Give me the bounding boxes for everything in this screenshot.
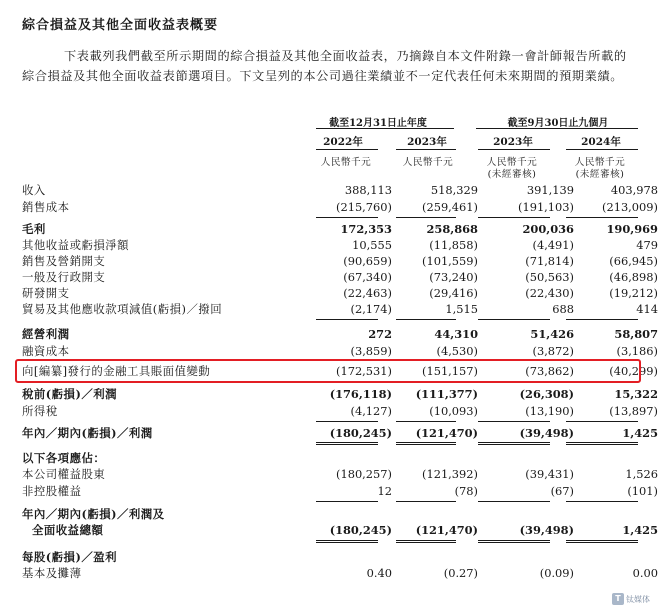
- page-title: 綜合損益及其他全面收益表概要: [22, 18, 219, 33]
- table-row: [22, 286, 658, 301]
- cell-value: 44,310: [434, 327, 478, 341]
- subtotal-rule: [396, 421, 456, 422]
- cell-value: (3,186): [616, 344, 658, 358]
- cell-value: (39,498): [519, 523, 574, 537]
- row-label: 銷售成本: [22, 200, 70, 214]
- table-row: [22, 238, 658, 253]
- cell-value: (3,872): [532, 344, 574, 358]
- cell-value: (66,945): [609, 254, 658, 268]
- cell-value: 12: [377, 484, 392, 498]
- cell-value: 391,139: [526, 183, 574, 197]
- table-row: [22, 523, 658, 538]
- subtotal-rule: [566, 319, 638, 320]
- table-row: [22, 344, 658, 359]
- row-label: 收入: [22, 183, 46, 197]
- header-group-interim: 截至9月30日止九個月: [507, 118, 609, 129]
- cell-value: 414: [636, 302, 658, 316]
- cell-value: 272: [368, 327, 392, 341]
- cell-value: (101,559): [422, 254, 478, 268]
- cell-value: (180,245): [329, 426, 392, 440]
- cell-value: 388,113: [344, 183, 392, 197]
- cell-value: (73,862): [525, 364, 574, 378]
- table-row: [22, 183, 658, 198]
- subtotal-rule: [396, 319, 456, 320]
- header-audit-note-3: (未經審核): [487, 169, 537, 180]
- cell-value: (50,563): [525, 270, 574, 284]
- table-row: [22, 451, 642, 466]
- cell-value: (0.09): [539, 566, 574, 580]
- header-year-1: 2022年: [323, 136, 363, 148]
- subtotal-rule: [396, 501, 456, 502]
- cell-value: (101): [627, 484, 658, 498]
- table-row: [22, 387, 658, 402]
- header-year-3: 2023年: [493, 136, 533, 148]
- subtotal-rule: [478, 217, 550, 218]
- header-year-1-underline: [316, 149, 378, 150]
- header-year-2-underline: [396, 149, 456, 150]
- cell-value: (2,174): [350, 302, 392, 316]
- cell-value: 190,969: [606, 222, 658, 236]
- cell-value: (67): [550, 484, 574, 498]
- cell-value: (67,340): [343, 270, 392, 284]
- row-label: 本公司權益股東: [22, 467, 106, 481]
- header-unit-3: 人民幣千元: [486, 157, 538, 168]
- cell-value: (71,814): [525, 254, 574, 268]
- cell-value: (90,659): [343, 254, 392, 268]
- row-label: 所得稅: [22, 404, 58, 418]
- watermark-logo-icon: T: [612, 593, 624, 605]
- row-label: 向[編纂]發行的金融工具賬面值變動: [22, 364, 211, 378]
- header-year-4-underline: [566, 149, 638, 150]
- row-label: 其他收益或虧損淨額: [22, 238, 130, 252]
- table-row: [22, 404, 658, 419]
- intro-paragraph: [22, 46, 634, 86]
- header-group-interim-underline: [476, 128, 638, 129]
- row-label: 一般及行政開支: [22, 270, 106, 284]
- row-label: 毛利: [22, 222, 46, 236]
- header-year-2: 2023年: [407, 136, 447, 148]
- cell-value: 58,807: [614, 327, 658, 341]
- double-rule: [566, 442, 638, 445]
- double-rule: [316, 540, 378, 543]
- cell-value: (11,858): [429, 238, 478, 252]
- cell-value: 1,425: [622, 426, 658, 440]
- cell-value: (151,157): [422, 364, 478, 378]
- row-label: 稅前(虧損)／利潤: [22, 387, 118, 401]
- subtotal-rule: [478, 421, 550, 422]
- cell-value: 518,329: [430, 183, 478, 197]
- cell-value: (121,392): [422, 467, 478, 481]
- subtotal-rule: [478, 501, 550, 502]
- row-label: 經營利潤: [22, 327, 70, 341]
- red-highlight-box: [15, 359, 641, 383]
- watermark-text: 钛媒体: [626, 594, 650, 604]
- cell-value: 1,425: [622, 523, 658, 537]
- cell-value: (29,416): [429, 286, 478, 300]
- cell-value: (121,470): [415, 523, 478, 537]
- cell-value: (121,470): [415, 426, 478, 440]
- cell-value: (22,463): [343, 286, 392, 300]
- cell-value: (39,498): [519, 426, 574, 440]
- cell-value: 479: [636, 238, 658, 252]
- header-audit-note-4: (未經審核): [575, 169, 625, 180]
- cell-value: (4,127): [350, 404, 392, 418]
- cell-value: (10,093): [429, 404, 478, 418]
- cell-value: (13,190): [525, 404, 574, 418]
- cell-value: (40,299): [609, 364, 658, 378]
- cell-value: (13,897): [609, 404, 658, 418]
- row-label: 研發開支: [22, 286, 70, 300]
- table-row: [22, 426, 658, 441]
- row-label: 年內／期內(虧損)／利潤及: [22, 507, 165, 521]
- row-label: 以下各項應佔：: [22, 451, 106, 465]
- cell-value: (26,308): [519, 387, 574, 401]
- subtotal-rule: [316, 319, 378, 320]
- cell-value: 51,426: [530, 327, 574, 341]
- cell-value: (180,245): [329, 523, 392, 537]
- cell-value: (4,530): [436, 344, 478, 358]
- watermark: [612, 592, 652, 606]
- double-rule: [566, 540, 638, 543]
- header-unit-2: 人民幣千元: [402, 157, 454, 168]
- subtotal-rule: [566, 421, 638, 422]
- double-rule: [478, 442, 550, 445]
- double-rule: [396, 442, 456, 445]
- cell-value: (172,531): [336, 364, 392, 378]
- subtotal-rule: [396, 217, 456, 218]
- cell-value: 1,526: [625, 467, 658, 481]
- cell-value: 15,322: [614, 387, 658, 401]
- table-row: [22, 302, 658, 317]
- table-row: [22, 507, 642, 522]
- header-group-annual-underline: [316, 128, 454, 129]
- cell-value: (3,859): [350, 344, 392, 358]
- double-rule: [396, 540, 456, 543]
- double-rule: [316, 442, 378, 445]
- subtotal-rule: [316, 421, 378, 422]
- cell-value: 403,978: [610, 183, 658, 197]
- header-unit-1: 人民幣千元: [320, 157, 372, 168]
- table-row: [22, 484, 658, 499]
- row-label: 全面收益總額: [32, 523, 104, 537]
- subtotal-rule: [566, 501, 638, 502]
- cell-value: (176,118): [329, 387, 392, 401]
- cell-value: (4,491): [532, 238, 574, 252]
- cell-value: (19,212): [609, 286, 658, 300]
- cell-value: (259,461): [422, 200, 478, 214]
- cell-value: 688: [552, 302, 574, 316]
- table-row: [22, 270, 658, 285]
- subtotal-rule: [566, 217, 638, 218]
- row-label: 融資成本: [22, 344, 70, 358]
- cell-value: 200,036: [522, 222, 574, 236]
- table-row: [22, 327, 658, 342]
- header-year-3-underline: [478, 149, 550, 150]
- intro-line-3: 一定代表任何未來期間的預期業績。: [418, 69, 624, 83]
- cell-value: 10,555: [352, 238, 392, 252]
- row-label: 年內／期內(虧損)／利潤: [22, 426, 153, 440]
- subtotal-rule: [316, 217, 378, 218]
- header-year-4: 2024年: [581, 136, 621, 148]
- table-row: [22, 254, 658, 269]
- subtotal-rule: [478, 319, 550, 320]
- cell-value: 258,868: [426, 222, 478, 236]
- cell-value: (191,103): [518, 200, 574, 214]
- intro-line-1: 下表載列我們截至所示期間的綜合損益及其他全面收益表，乃摘錄自本文件附錄一: [64, 49, 525, 63]
- cell-value: (39,431): [525, 467, 574, 481]
- row-label: 貿易及其他應收款項減值(虧損)／撥回: [22, 302, 223, 316]
- intro-line-2: 會計師報告所載的綜合損益及其他全面收益表節選項目。下文呈列的本公司過往業績並不: [22, 49, 627, 83]
- table-row: [22, 566, 658, 581]
- table-row: [22, 467, 658, 482]
- header-unit-4: 人民幣千元: [574, 157, 626, 168]
- cell-value: 1,515: [445, 302, 478, 316]
- cell-value: (0.27): [443, 566, 478, 580]
- cell-value: (111,377): [415, 387, 478, 401]
- cell-value: (180,257): [336, 467, 392, 481]
- cell-value: (78): [454, 484, 478, 498]
- row-label: 非控股權益: [22, 484, 82, 498]
- double-rule: [478, 540, 550, 543]
- cell-value: 0.40: [366, 566, 392, 580]
- row-label: 基本及攤薄: [22, 566, 82, 580]
- table-row: [22, 550, 642, 565]
- cell-value: (73,240): [429, 270, 478, 284]
- row-label: 銷售及營銷開支: [22, 254, 106, 268]
- table-row: [22, 222, 658, 237]
- cell-value: (46,898): [609, 270, 658, 284]
- row-label: 每股(虧損)／盈利: [22, 550, 118, 564]
- cell-value: (215,760): [336, 200, 392, 214]
- cell-value: 0.00: [632, 566, 658, 580]
- header-group-annual: 截至12月31日止年度: [329, 118, 427, 129]
- cell-value: (213,009): [602, 200, 658, 214]
- table-row: [22, 200, 658, 215]
- subtotal-rule: [316, 501, 378, 502]
- cell-value: (22,430): [525, 286, 574, 300]
- cell-value: 172,353: [340, 222, 392, 236]
